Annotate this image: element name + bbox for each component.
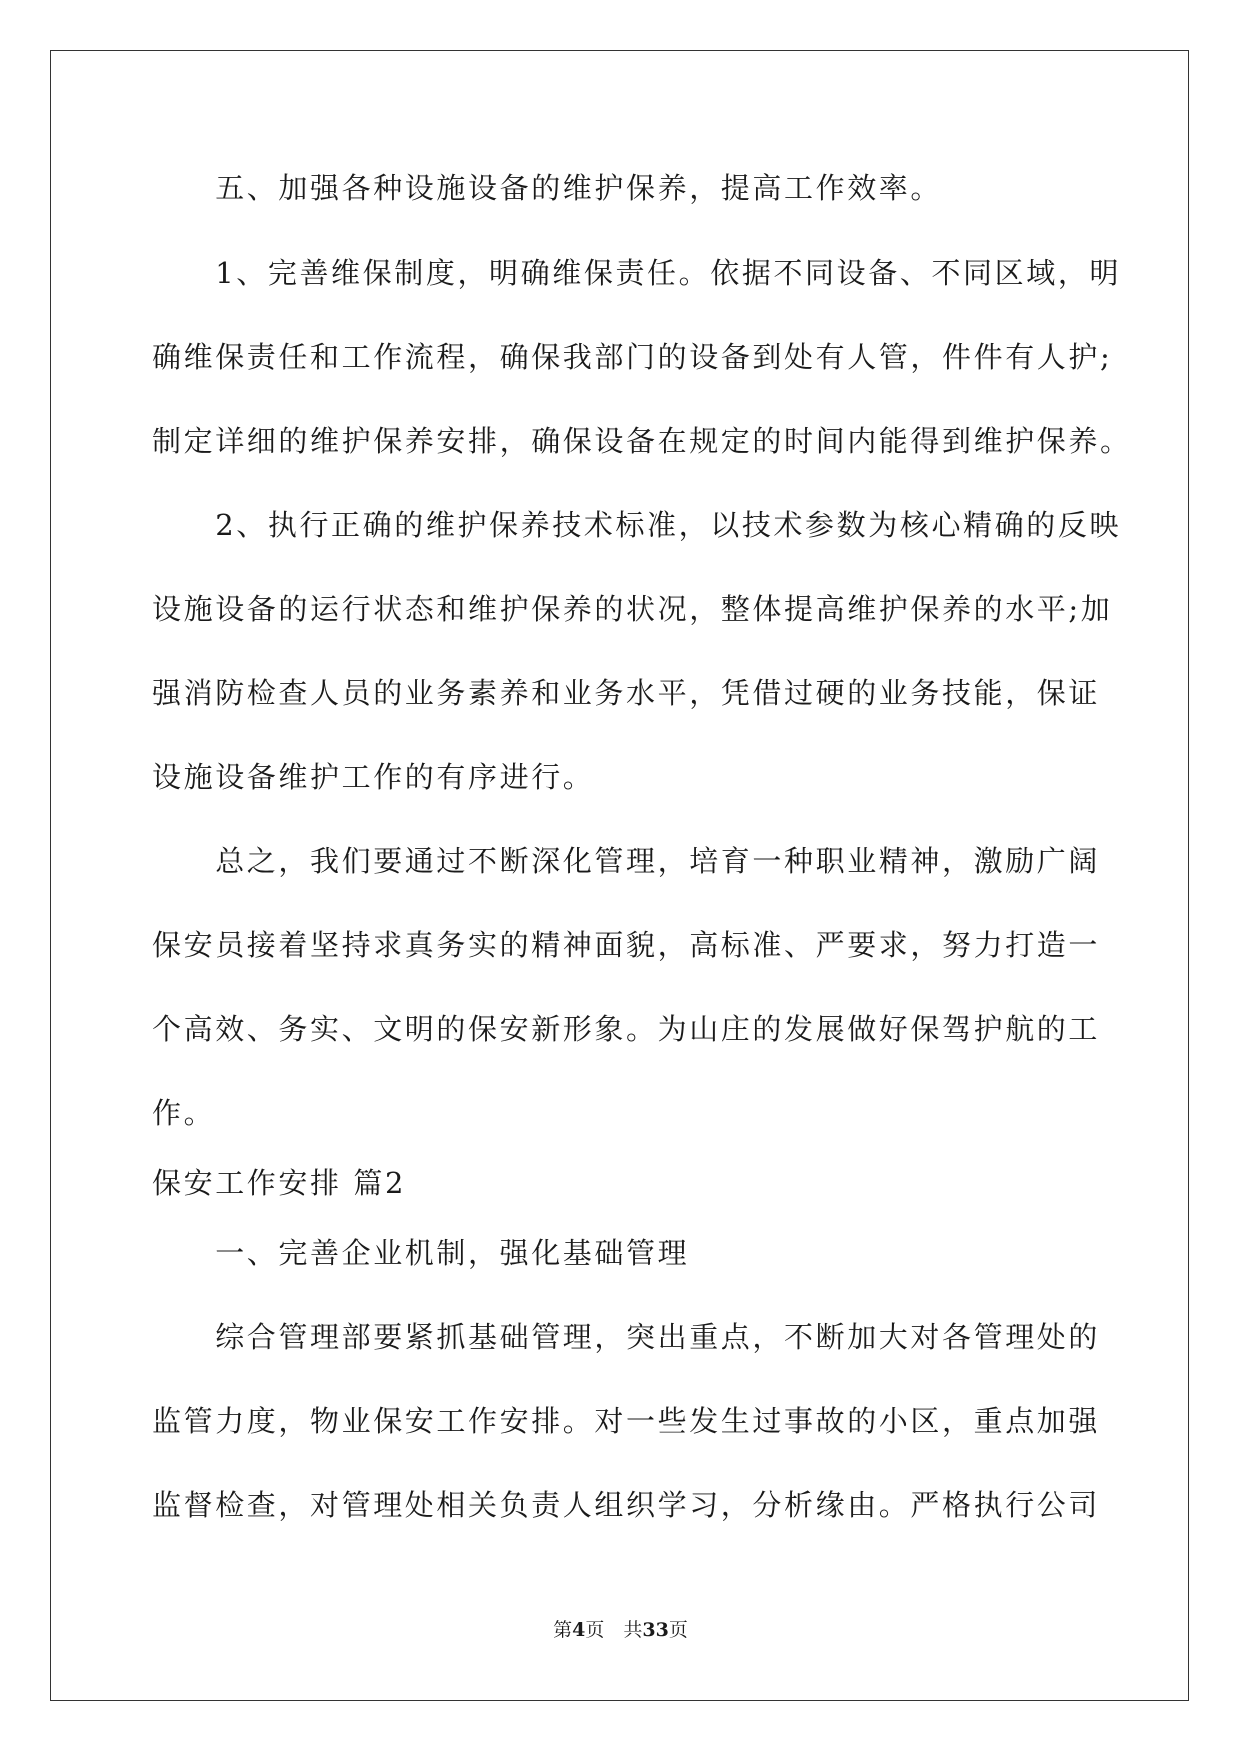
text-line: 强消防检查人员的业务素养和业务水平，凭借过硬的业务技能，保证 xyxy=(152,676,1101,710)
text-line: 五、加强各种设施设备的维护保养，提高工作效率。 xyxy=(152,171,943,205)
text-line: 设施设备维护工作的有序进行。 xyxy=(152,760,595,794)
text-line: 确维保责任和工作流程，确保我部门的设备到处有人管，件件有人护; xyxy=(152,340,1113,374)
text-line: 监管力度，物业保安工作安排。对一些发生过事故的小区，重点加强 xyxy=(152,1404,1101,1438)
footer-suffix: 页 xyxy=(668,1619,688,1641)
text-line: 监督检查，对管理处相关负责人组织学习，分析缘由。严格执行公司 xyxy=(152,1488,1101,1522)
section-heading: 保安工作安排 篇2 xyxy=(152,1166,407,1200)
text-line: 综合管理部要紧抓基础管理，突出重点，不断加大对各管理处的 xyxy=(152,1320,1101,1354)
text-line: 2、执行正确的维护保养技术标准，以技术参数为核心精确的反映 xyxy=(152,508,1122,542)
text-line: 1、完善维保制度，明确维保责任。依据不同设备、不同区域，明 xyxy=(152,256,1122,290)
footer-middle: 页 共 xyxy=(585,1619,643,1641)
text-line: 个高效、务实、文明的保安新形象。为山庄的发展做好保驾护航的工 xyxy=(152,1012,1101,1046)
footer-page-number: 4 xyxy=(572,1619,586,1641)
footer-prefix: 第 xyxy=(553,1619,573,1641)
text-line: 保安员接着坚持求真务实的精神面貌，高标准、严要求，努力打造一 xyxy=(152,928,1101,962)
footer-total-pages: 33 xyxy=(642,1619,669,1641)
text-line: 设施设备的运行状态和维护保养的状况，整体提高维护保养的水平;加 xyxy=(152,592,1113,626)
text-line: 一、完善企业机制，强化基础管理 xyxy=(152,1236,690,1270)
page-footer xyxy=(0,1617,1241,1643)
text-line: 制定详细的维护保养安排，确保设备在规定的时间内能得到维护保养。 xyxy=(152,424,1132,458)
text-line: 作。 xyxy=(152,1096,216,1130)
text-line: 总之，我们要通过不断深化管理，培育一种职业精神，激励广阔 xyxy=(152,844,1101,878)
